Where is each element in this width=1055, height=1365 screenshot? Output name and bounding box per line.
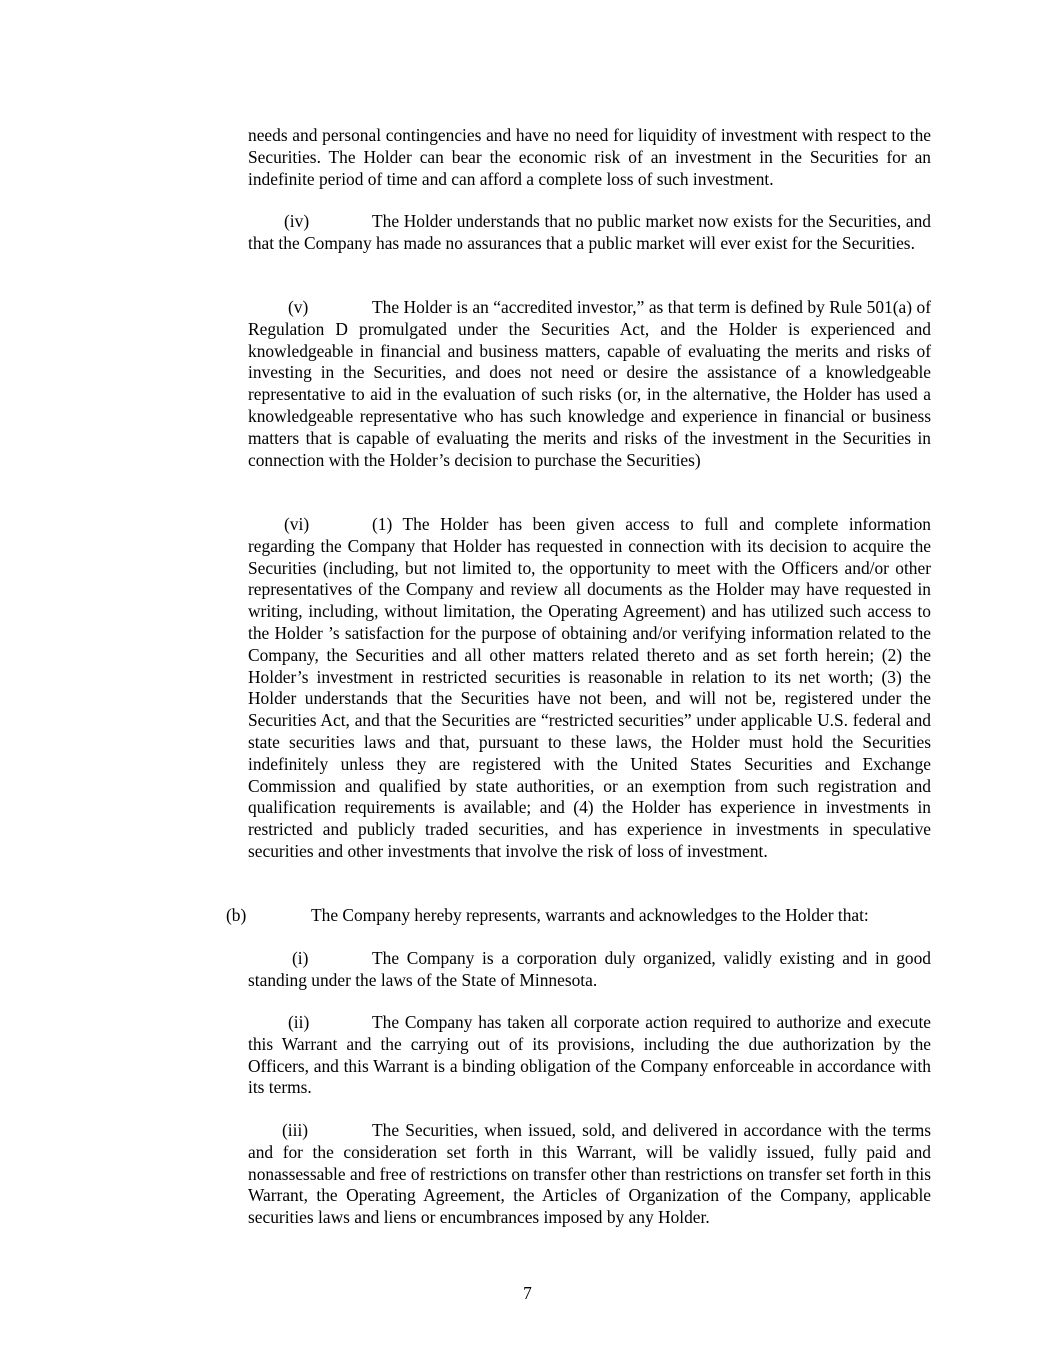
paragraph-vi (248, 514, 931, 863)
continuation-text: needs and personal contingencies and have no need for liquidity of investment with respect to the Securities. The Holder can bear the economic risk of an investment in the Securities for an indefinite period of time and can afford a complete loss of such investment. (248, 125, 931, 189)
paragraph-b-ii-text: The Company has taken all corporate action required to authorize and execute this Warrant and the carrying out of its provisions, including the due authorization by the Officers, and this Warrant is a binding obligation of the Company enforceable in accordance with its terms. (248, 1012, 931, 1098)
continuation-paragraph (248, 125, 931, 190)
paragraph-v-text: The Holder is an “accredited investor,” as that term is defined by Rule 501(a) of Regulation D promulgated under the Securities Act, and the Holder is experienced and knowledgeable in financial and business matters, capable of evaluating the merits and risks of investing in the Securities, and does not need or desire the assistance of a knowledgeable representative to aid in the evaluation of such risks (or, in the alternative, the Holder has used a knowledgeable representative who has such knowledge and experience in financial or business matters that is capable of evaluating the merits and risks of the investment in the Securities in connection with the Holder’s decision to purchase the Securities) (248, 297, 931, 470)
section-b-heading (226, 905, 931, 927)
paragraph-iv-text: The Holder understands that no public market now exists for the Securities, and that the Company has made no assurances that a public market will ever exist for the Securities. (248, 211, 931, 253)
section-b-text: The Company hereby represents, warrants and acknowledges to the Holder that: (311, 905, 869, 925)
paragraph-iv-label: (iv) (284, 211, 310, 231)
paragraph-vi-label: (vi) (284, 514, 310, 534)
paragraph-b-i-text: The Company is a corporation duly organized, validly existing and in good standing under the laws of the State of Minnesota. (248, 948, 931, 990)
paragraph-b-iii (248, 1120, 931, 1229)
paragraph-b-ii (248, 1012, 931, 1099)
page-number: 7 (523, 1283, 532, 1303)
paragraph-b-iii-text: The Securities, when issued, sold, and delivered in accordance with the terms and for the consideration set forth in this Warrant, will be validly issued, fully paid and nonassessable and free of restrictions on transfer other than restrictions on transfer set forth in this Warrant, the Operating Agreement, the Articles of Organization of the Company, applicable securities laws and liens or encumbrances imposed by any Holder. (248, 1120, 931, 1228)
paragraph-iv (248, 211, 931, 255)
section-b-label: (b) (226, 905, 247, 925)
paragraph-v-label: (v) (288, 297, 309, 317)
paragraph-b-i (248, 948, 931, 992)
paragraph-b-iii-label: (iii) (282, 1120, 309, 1140)
paragraph-vi-text: (1) The Holder has been given access to full and complete information regarding the Company that Holder has requested in connection with its decision to acquire the Securities (including, but not limited to, the opportunity to meet with the Officers and/or other representatives of the Company and review all documents as the Holder may have requested in writing, including, without limitation, the Operating Agreement) and has utilized such access to the Holder ’s satisfaction for the purpose of obtaining and/or verifying information related to the Company, the Securities and all other matters related thereto and as set forth herein; (2) the Holder’s investment in restricted securities is reasonable in relation to its net worth; (3) the Holder understands that the Securities have not been, and will not be, registered under the Securities Act, and that the Securities are “restricted securities” under applicable U.S. federal and state securities laws and that, pursuant to these laws, the Holder must hold the Securities indefinitely unless they are registered with the United States Securities and Exchange Commission and qualified by state authorities, or an exemption from such registration and qualification requirements is available; and (4) the Holder has experience in investments in restricted and publicly traded securities, and has experience in investments in speculative securities and other investments that involve the risk of loss of investment. (248, 514, 931, 861)
paragraph-b-ii-label: (ii) (288, 1012, 310, 1032)
paragraph-v (248, 297, 931, 471)
paragraph-b-i-label: (i) (292, 948, 309, 968)
